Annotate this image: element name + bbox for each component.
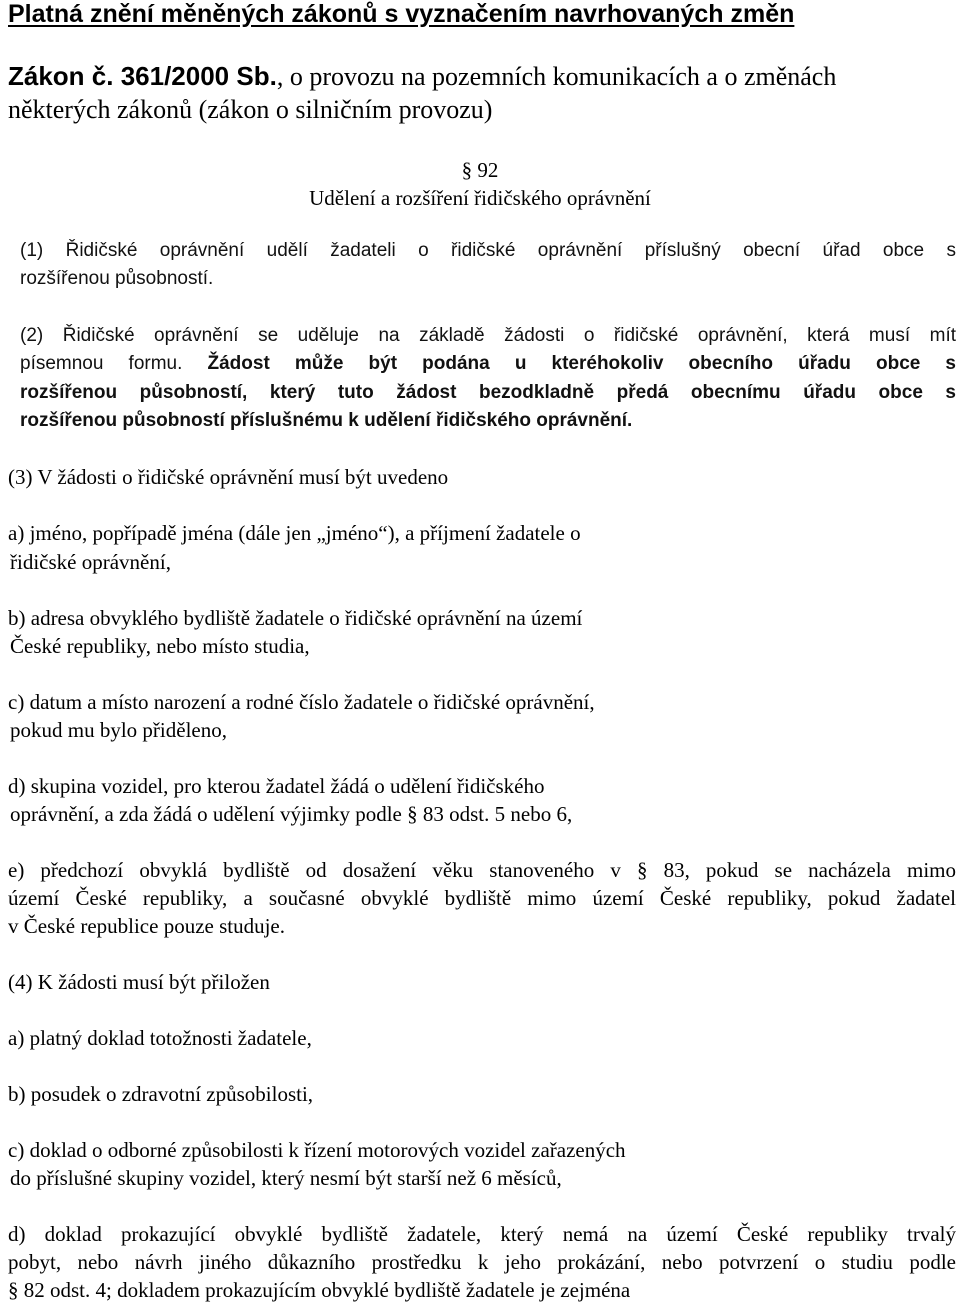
law-number: Zákon č. 361/2000 Sb. xyxy=(8,61,277,91)
paragraph-2-proposed-change: Žádost může být podána u kteréhokoliv obecního úřadu obce s xyxy=(207,353,956,374)
paragraph-2-line-2 xyxy=(20,353,956,375)
section-number: § 92 xyxy=(461,158,499,182)
paragraph-1-line-2: rozšířenou působností. xyxy=(20,268,214,289)
paragraph-3-item-b-line-1: b) adresa obvyklého bydliště žadatele o řidičské oprávnění na území xyxy=(8,606,583,630)
paragraph-4-intro: (4) K žádosti musí být přiložen xyxy=(8,970,270,994)
paragraph-4-item-d-line-1: d) doklad prokazující obvyklé bydliště žadatele, který nemá na území České republiky trvalý xyxy=(8,1222,956,1246)
paragraph-4-item-a: a) platný doklad totožnosti žadatele, xyxy=(8,1026,312,1050)
paragraph-3-item-c-line-1: c) datum a místo narození a rodné číslo žadatele o řidičské oprávnění, xyxy=(8,690,595,714)
law-title-line2: některých zákonů (zákon o silničním provozu) xyxy=(8,95,493,124)
paragraph-2-line-1: (2) Řidičské oprávnění se uděluje na základě žádosti o řidičské oprávnění, která musí mít xyxy=(20,325,956,346)
section-heading: Udělení a rozšíření řidičského oprávnění xyxy=(309,186,651,210)
paragraph-4-item-b: b) posudek o zdravotní způsobilosti, xyxy=(8,1082,314,1106)
paragraph-2-line-3: rozšířenou působností, který tuto žádost bezodkladně předá obecnímu úřadu obce s xyxy=(20,382,956,403)
paragraph-4-item-d-line-2: pobyt, nebo návrh jiného důkazního prostředku k jeho prokázání, nebo potvrzení o studiu podle xyxy=(8,1250,956,1274)
document-title: Platná znění měněných zákonů s vyznačením navrhovaných změn xyxy=(8,0,795,28)
paragraph-2-line-4: rozšířenou působností příslušnému k udělení řidičského oprávnění. xyxy=(20,410,633,431)
paragraph-3-item-c-line-2: pokud mu bylo přiděleno, xyxy=(10,718,227,742)
paragraph-3-item-d-line-1: d) skupina vozidel, pro kterou žadatel žádá o udělení řidičského xyxy=(8,774,545,798)
paragraph-3-item-d-line-2: oprávnění, a zda žádá o udělení výjimky podle § 83 odst. 5 nebo 6, xyxy=(10,802,573,826)
paragraph-3-item-e-line-2: území České republiky, a současné obvyklé bydliště mimo území České republiky, pokud žadatel xyxy=(8,886,956,910)
paragraph-3-item-a-line-1: a) jméno, popřípadě jména (dále jen „jméno“), a příjmení žadatele o xyxy=(8,521,581,545)
paragraph-4-item-c-line-1: c) doklad o odborné způsobilosti k řízení motorových vozidel zařazených xyxy=(8,1138,626,1162)
law-title-line1 xyxy=(8,60,836,94)
paragraph-3-intro: (3) V žádosti o řidičské oprávnění musí být uvedeno xyxy=(8,465,449,489)
paragraph-3-item-e-line-1: e) předchozí obvyklá bydliště od dosažení věku stanoveného v § 83, pokud se nacházela mimo xyxy=(8,858,956,882)
paragraph-2-plain-text: písemnou formu. xyxy=(20,353,208,374)
paragraph-4-item-d-line-3: § 82 odst. 4; dokladem prokazujícím obvyklé bydliště žadatele je zejména xyxy=(8,1278,631,1302)
paragraph-1-line-1: (1) Řidičské oprávnění udělí žadateli o řidičské oprávnění příslušný obecní úřad obce s xyxy=(20,240,956,261)
paragraph-3-item-a-line-2: řidičské oprávnění, xyxy=(10,550,171,574)
paragraph-3-item-e-line-3: v České republice pouze studuje. xyxy=(8,914,285,938)
law-title-rest: , o provozu na pozemních komunikacích a o změnách xyxy=(276,62,837,91)
paragraph-4-item-c-line-2: do příslušné skupiny vozidel, který nesmí být starší než 6 měsíců, xyxy=(10,1166,562,1190)
paragraph-3-item-b-line-2: České republiky, nebo místo studia, xyxy=(10,634,310,658)
